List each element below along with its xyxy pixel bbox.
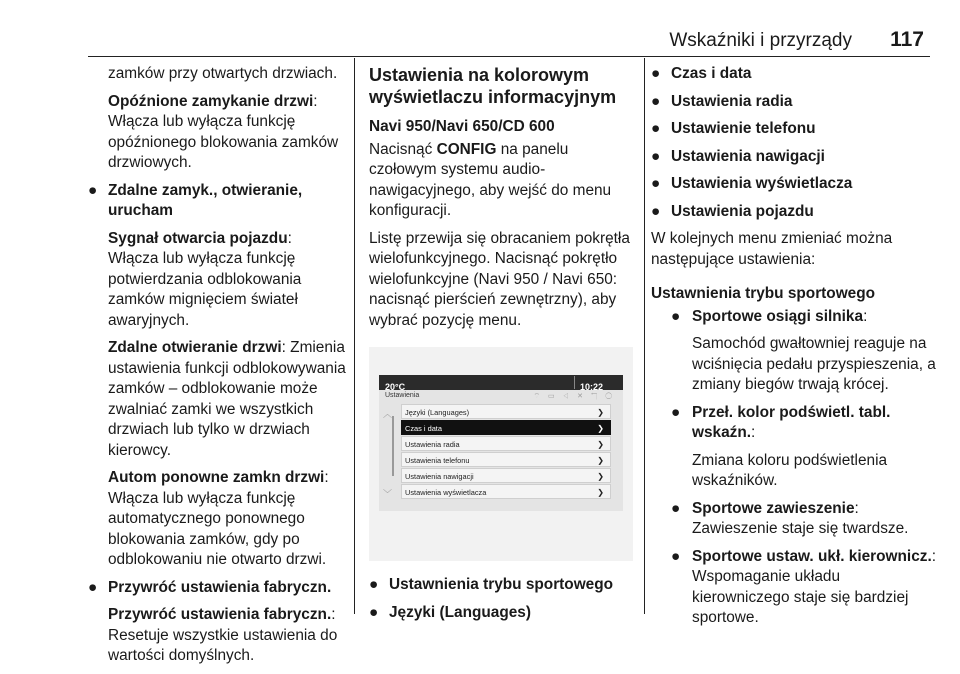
settings-bullet (651, 147, 941, 168)
sport-bullet-color: ● Przeł. kolor podświetl. tabl. wskaźn.: (671, 403, 891, 441)
settings-bullet-label: Ustawienia nawigacji (671, 147, 825, 165)
column-3 (651, 64, 941, 636)
header-rule (88, 56, 930, 57)
auto-relock-paragraph (88, 468, 346, 571)
column-divider-1 (354, 58, 355, 614)
settings-bullet (651, 202, 941, 223)
settings-bullet (651, 174, 941, 195)
screen-menu-item[interactable] (401, 468, 611, 483)
settings-bullet-label: Ustawienie telefonu (671, 120, 816, 137)
scroll-up-icon[interactable]: ︿ (383, 409, 393, 419)
config-paragraph: Nacisnąć CONFIG na panelu czołowym systemu audio-nawigacyjnego, aby wejść do menu konfiguracji. (369, 140, 612, 219)
bullet-dot: ● (671, 307, 681, 325)
screen-time: 10:22 (579, 382, 603, 392)
menu-bullet-label: Ustawnienia trybu sportowego (389, 576, 614, 593)
column-1 (88, 64, 346, 674)
chevron-right-icon: ❯ (597, 408, 604, 417)
settings-bullet-label: Ustawienia pojazdu (671, 202, 814, 220)
bullet-dot: ● (651, 202, 661, 220)
bullet-dot: ● (369, 603, 379, 621)
intro-text: zamków przy otwartych drzwiach. (108, 65, 338, 82)
auto-relock-desc: : Włącza lub wyłącza funkcję automatycznego ponownego blokowania zamków, gdy po odblokowaniu nie otwarto drzwi. (108, 469, 329, 568)
header-title: Wskaźniki i przyrządy (669, 30, 852, 51)
screen-menu-item-label: Czas i data (405, 424, 442, 433)
bullet-factory-reset (88, 578, 346, 599)
factory-reset-desc: : Resetuje wszystkie ustawienia do wartości domyślnych. (108, 606, 338, 664)
screen-menu-item[interactable] (401, 484, 611, 499)
chevron-right-icon: ❯ (597, 456, 604, 465)
remote-unlock-term: Zdalne otwieranie drzwi (108, 339, 282, 356)
bullet-dot: ● (88, 578, 98, 596)
screen-status-icons: ⌔ ▭ ◁ ✕ ↰ ◯ (533, 393, 615, 400)
bullet-dot: ● (671, 403, 681, 421)
screen-menu-item-label: Języki (Languages) (405, 408, 470, 417)
bullet-dot: ● (671, 547, 681, 565)
screen-menu-item-label: Ustawienia telefonu (405, 456, 470, 465)
settings-bullet-list (651, 64, 941, 222)
scroll-down-icon[interactable]: ﹀ (383, 489, 393, 499)
screen-menu-item[interactable] (401, 420, 611, 435)
scroll-paragraph: Listę przewija się obracaniem pokrętła wielofunkcyjnego. Nacisnąć pokrętło wielofunkcyjne (Navi 950 / Navi 650: nacisnąć pierścień zewnętrzny), aby wybrać pozycję menu. (369, 229, 630, 329)
sport-bullet-suspension: ● Sportowe zawieszenie: Zawieszenie staje się twardsze. (671, 499, 909, 537)
screen-menu-item-label: Ustawienia wyświetlacza (405, 488, 487, 497)
screen-title-bar (379, 390, 623, 402)
status-divider (574, 376, 575, 389)
sport-suspension-desc: Zawieszenie staje się twardsze. (692, 520, 909, 537)
bullet-remote-label: Zdalne zamyk., otwieranie, urucham (108, 181, 303, 219)
screen-status-bar (379, 375, 623, 390)
chevron-right-icon: ❯ (597, 488, 604, 497)
page-number: 117 (890, 28, 924, 51)
sport-bullet-engine: ● Sportowe osiągi silnika: (651, 307, 941, 328)
settings-intro: W kolejnych menu zmieniać można następujące ustawienia: (651, 230, 893, 268)
remote-unlock-paragraph (88, 338, 346, 461)
chevron-right-icon: ❯ (597, 424, 604, 433)
sport-color-desc: Zmiana koloru podświetlenia wskaźników. (692, 451, 888, 489)
chevron-right-icon: ❯ (597, 472, 604, 481)
menu-bullet (369, 603, 635, 624)
sport-suspension-term: Sportowe zawieszenie (692, 499, 855, 517)
bullet-dot: ● (651, 175, 661, 192)
settings-bullet-label: Ustawienia wyświetlacza (671, 175, 853, 192)
menu-bullet-label: Języki (Languages) (389, 603, 531, 621)
settings-bullet-label: Ustawienia radia (671, 92, 793, 110)
bullet-dot: ● (651, 147, 661, 165)
settings-bullet (651, 119, 941, 140)
column-2 (369, 64, 635, 630)
sport-steering-term: Sportowe ustaw. ukł. kierownicz. (692, 547, 932, 565)
screen-temperature: 20°C (385, 382, 406, 392)
bullet-dot: ● (671, 499, 681, 517)
signal-term: Sygnał otwarcia pojazdu (108, 229, 288, 247)
sport-steering-desc: Wspomaganie układu kierowniczego staje się bardziej sportowe. (692, 568, 909, 626)
factory-reset-term: Przywróć ustawienia fabryczn. (108, 606, 332, 623)
bullet-dot: ● (651, 92, 661, 110)
screen-menu-item[interactable] (401, 452, 611, 467)
settings-bullet (651, 64, 941, 85)
menu-bullet (369, 575, 635, 596)
col2-bullet-list (369, 575, 635, 623)
bullet-factory-reset-label: Przywróć ustawienia fabryczn. (108, 578, 332, 596)
factory-reset-paragraph (88, 605, 346, 667)
section-heading: Ustawienia na kolorowym wyświetlaczu informacyjnym (369, 65, 617, 107)
scrollbar[interactable] (392, 416, 394, 476)
sport-engine-desc: Samochód gwałtowniej reaguje na wciśnięcia pedału przyspieszenia, a zmiany biegów trwają krócej. (692, 335, 936, 393)
signal-desc: : Włącza lub wyłącza funkcję potwierdzania odblokowania zamków mignięciem świateł awaryjnych. (108, 229, 302, 329)
column-divider-2 (644, 58, 645, 614)
bullet-dot: ● (651, 65, 661, 82)
screen-menu-list (401, 404, 611, 500)
signal-paragraph (88, 229, 346, 332)
auto-relock-term: Autom ponowne zamkn drzwi (108, 469, 325, 486)
delayed-lock-paragraph (88, 92, 346, 174)
screen-menu-item[interactable] (401, 436, 611, 451)
delayed-lock-term: Opóźnione zamykanie drzwi (108, 92, 314, 110)
screen-menu-item-label: Ustawienia nawigacji (405, 472, 474, 481)
section-subheading: Navi 950/Navi 650/CD 600 (369, 118, 555, 135)
sport-color-term: Przeł. kolor podświetl. tabl. wskaźn. (692, 403, 891, 441)
chevron-right-icon: ❯ (597, 440, 604, 449)
delayed-lock-desc: : Włącza lub wyłącza funkcję opóźnionego blokowania zamków drzwiowych. (108, 92, 339, 171)
bullet-dot: ● (651, 120, 661, 137)
screen-title: Ustawienia (385, 392, 420, 399)
settings-bullet-label: Czas i data (671, 65, 752, 82)
screen-menu-item[interactable] (401, 404, 611, 419)
bullet-dot: ● (369, 576, 379, 593)
sport-engine-term: Sportowe osiągi silnika (692, 307, 864, 325)
remote-unlock-desc: : Zmienia ustawienia funkcji odblokowywania zamków – odblokowanie może zwalniać zamki we wszystkich drzwiach lub tylko w drzwiach kierowcy. (108, 339, 346, 459)
bullet-dot: ● (88, 181, 98, 199)
settings-screen (379, 375, 623, 511)
bullet-remote (88, 181, 346, 222)
sport-section-title: Ustawnienia trybu sportowego (651, 285, 876, 302)
screen-menu-item-label: Ustawienia radia (405, 440, 460, 449)
config-key: CONFIG (436, 140, 497, 158)
page-header (0, 26, 960, 56)
settings-bullet (651, 92, 941, 113)
sport-bullet-steering: ● Sportowe ustaw. ukł. kierownicz.: Wspomaganie układu kierowniczego staje się bardziej sportowe. (671, 547, 937, 626)
settings-screen-image (369, 347, 633, 561)
